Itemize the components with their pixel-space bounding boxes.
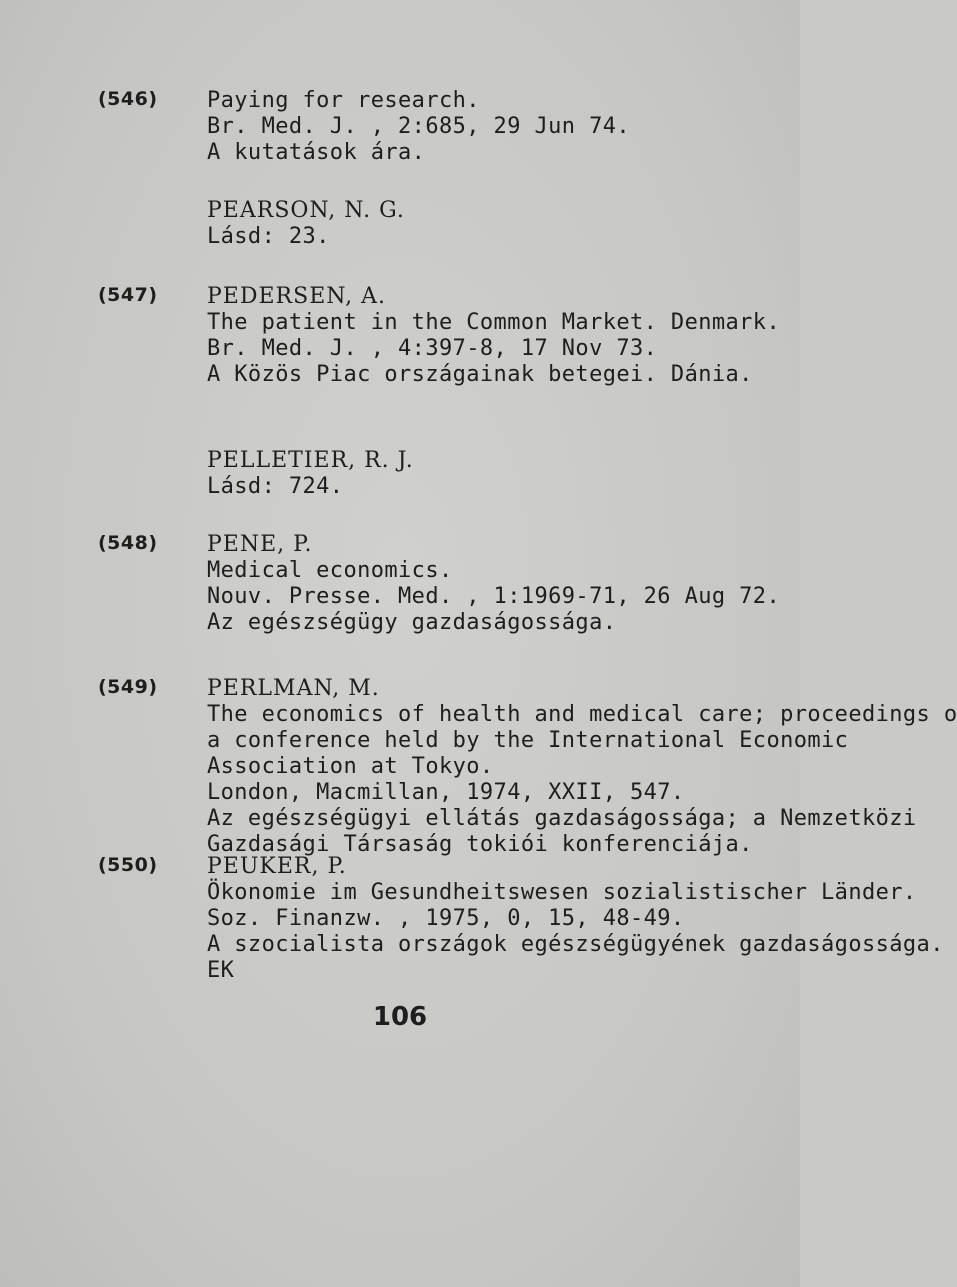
entry-title: a conference held by the International Economic — [207, 728, 849, 753]
entry-source: Br. Med. J. , 2:685, 29 Jun 74. — [207, 114, 630, 139]
entry-translation: A Közös Piac országainak betegei. Dánia. — [207, 362, 753, 387]
entry-source: Nouv. Presse. Med. , 1:1969-71, 26 Aug 72. — [207, 584, 781, 609]
entry-text — [207, 284, 780, 388]
entry-see-also: Lásd: 23. — [207, 224, 330, 249]
entry-title: Ökonomie im Gesundheitswesen sozialistischer Länder. — [207, 880, 917, 905]
entry-title: The patient in the Common Market. Denmark. — [207, 310, 781, 335]
entry-number: (547) — [98, 284, 158, 306]
entry-author: PEDERSEN, A. — [207, 284, 386, 309]
entry-author: PEUKER, P. — [207, 854, 347, 879]
entry-title: Association at Tokyo. — [207, 754, 494, 779]
entry-source: Soz. Finanzw. , 1975, 0, 15, 48-49. — [207, 906, 685, 931]
entry-translation: Gazdasági Társaság tokiói konferenciája. — [207, 832, 753, 857]
entry-translation: Az egészségügy gazdaságossága. — [207, 610, 617, 635]
entry-text — [207, 676, 957, 858]
entry-source: London, Macmillan, 1974, XXII, 547. — [207, 780, 685, 805]
entry-text — [207, 532, 780, 636]
entry-number: (546) — [98, 88, 158, 110]
entry-translation: Az egészségügyi ellátás gazdaságossága; a Nemzetközi — [207, 806, 917, 831]
entry-title: Paying for research. — [207, 88, 480, 113]
entry-text — [207, 198, 405, 250]
page-number: 106 — [372, 1002, 428, 1032]
entry-number: (549) — [98, 676, 158, 698]
entry-translation: A szocialista országok egészségügyének gazdaságossága. — [207, 932, 944, 957]
entry-author: PERLMAN, M. — [207, 676, 380, 701]
entry-code: EK — [207, 958, 235, 983]
entry-text — [207, 854, 944, 984]
entry-number: (550) — [98, 854, 158, 876]
entry-author: PEARSON, N. G. — [207, 198, 405, 223]
entry-text — [207, 88, 630, 166]
entry-author: PELLETIER, R. J. — [207, 448, 414, 473]
entry-title: Medical economics. — [207, 558, 453, 583]
entry-author: PENE, P. — [207, 532, 313, 557]
entry-see-also: Lásd: 724. — [207, 474, 344, 499]
entry-title: The economics of health and medical care; proceedings o — [207, 702, 957, 727]
entry-text — [207, 448, 414, 500]
entry-source: Br. Med. J. , 4:397-8, 17 Nov 73. — [207, 336, 658, 361]
entry-number: (548) — [98, 532, 158, 554]
entry-translation: A kutatások ára. — [207, 140, 426, 165]
